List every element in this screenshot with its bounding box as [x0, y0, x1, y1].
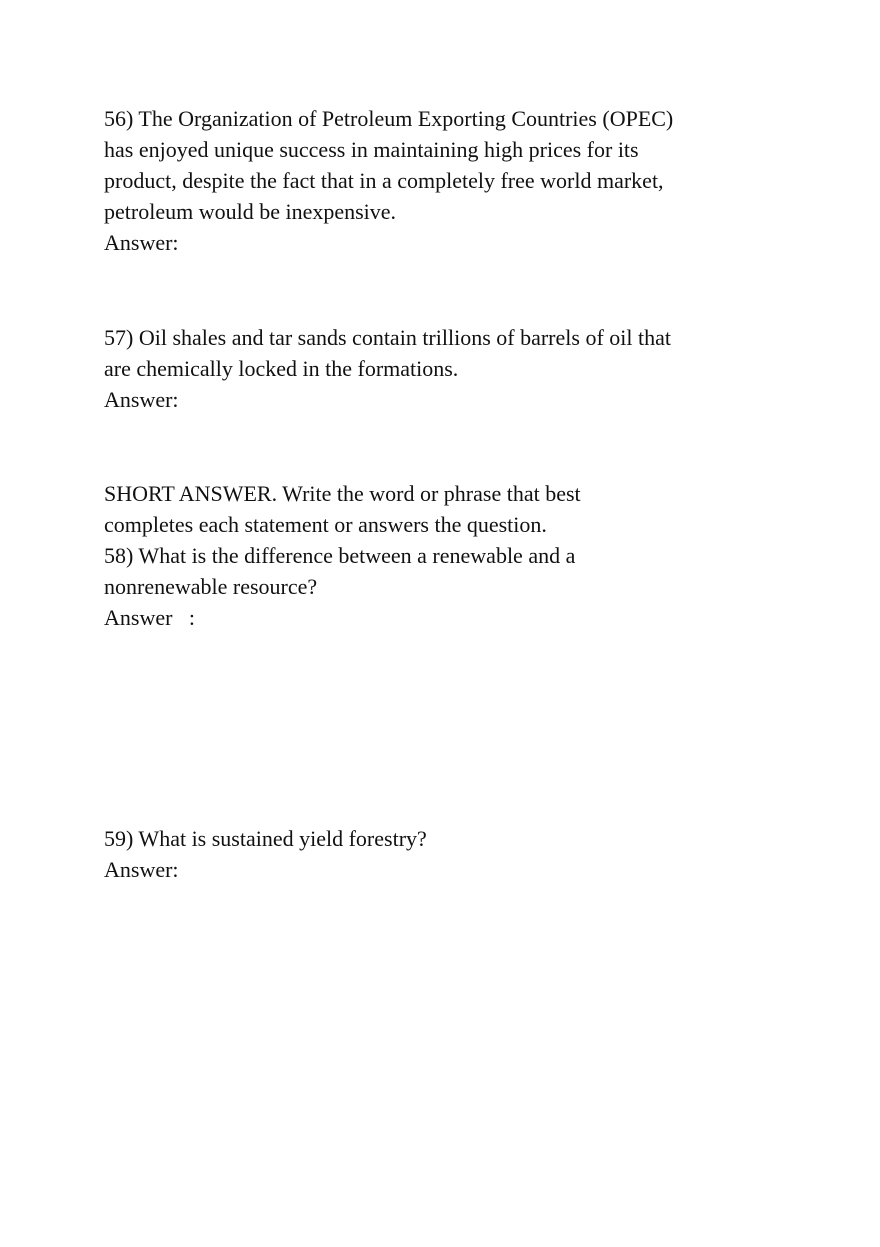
question-text-line: product, despite the fact that in a completely free world market,: [104, 168, 664, 193]
question-text-line: 59) What is sustained yield forestry?: [104, 826, 427, 851]
section-instruction-line: SHORT ANSWER. Write the word or phrase that best: [104, 481, 581, 506]
question-text-line: 57) Oil shales and tar sands contain trillions of barrels of oil that: [104, 325, 671, 350]
answer-label: Answer:: [104, 387, 179, 412]
section-instruction-line: completes each statement or answers the question.: [104, 512, 547, 537]
answer-label: Answer :: [104, 605, 196, 630]
question-56: [104, 103, 744, 258]
question-59: [104, 823, 744, 885]
question-text-line: 58) What is the difference between a renewable and a: [104, 543, 576, 568]
question-58: [104, 540, 744, 633]
question-text-line: has enjoyed unique success in maintaining high prices for its: [104, 137, 639, 162]
question-text-line: are chemically locked in the formations.: [104, 356, 459, 381]
question-57: [104, 322, 744, 415]
answer-label: Answer:: [104, 230, 179, 255]
question-text-line: nonrenewable resource?: [104, 574, 318, 599]
question-text-line: petroleum would be inexpensive.: [104, 199, 397, 224]
short-answer-section: [104, 478, 744, 633]
answer-label: Answer:: [104, 857, 179, 882]
question-text-line: 56) The Organization of Petroleum Exporting Countries (OPEC): [104, 106, 674, 131]
